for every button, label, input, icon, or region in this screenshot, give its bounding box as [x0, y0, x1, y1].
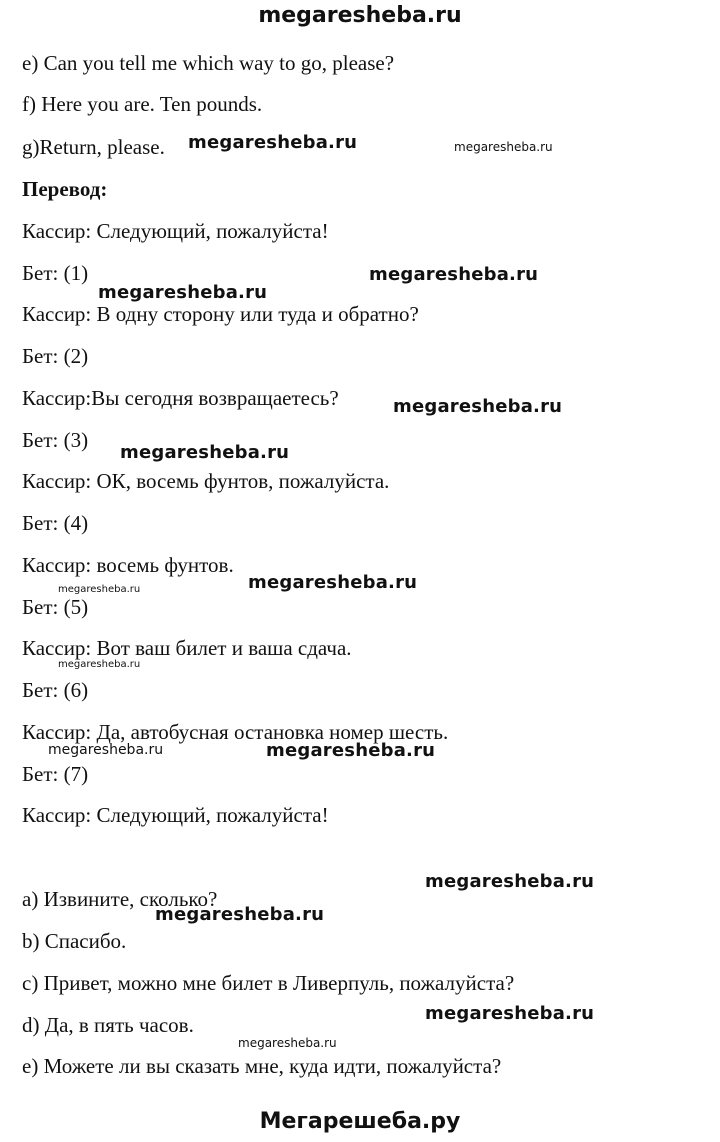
- answer-line-e-en: e) Can you tell me which way to go, please?: [22, 51, 395, 75]
- watermark: megaresheba.ru: [369, 264, 539, 285]
- watermark: megaresheba.ru: [155, 904, 325, 925]
- dialog-line: Бет: (7): [22, 762, 89, 786]
- dialog-line: Бет: (3): [22, 428, 89, 452]
- watermark: megaresheba.ru: [58, 584, 141, 595]
- site-footer: Мегарешеба.ру: [259, 1109, 461, 1134]
- answer-line-f-en: f) Here you are. Ten pounds.: [22, 92, 263, 116]
- watermark: megaresheba.ru: [98, 282, 268, 303]
- dialog-line: Кассир: ОК, восемь фунтов, пожалуйста.: [22, 469, 390, 493]
- dialog-line: Бет: (4): [22, 511, 89, 535]
- watermark: megaresheba.ru: [425, 871, 595, 892]
- dialog-line: Бет: (6): [22, 678, 89, 702]
- dialog-line: Кассир: Следующий, пожалуйста!: [22, 803, 329, 827]
- dialog-line: Бет: (2): [22, 344, 89, 368]
- dialog-line: Кассир: восемь фунтов.: [22, 553, 234, 577]
- option-line-e: e) Можете ли вы сказать мне, куда идти, пожалуйста?: [22, 1054, 502, 1078]
- watermark: megaresheba.ru: [120, 442, 290, 463]
- translation-heading: Перевод:: [22, 177, 108, 201]
- dialog-line: Кассир: Следующий, пожалуйста!: [22, 219, 329, 243]
- dialog-line: Бет: (5): [22, 595, 89, 619]
- watermark: megaresheba.ru: [188, 132, 358, 153]
- watermark: megaresheba.ru: [425, 1003, 595, 1024]
- dialog-line: Бет: (1): [22, 261, 89, 285]
- option-line-b: b) Спасибо.: [22, 929, 127, 953]
- option-line-c: c) Привет, можно мне билет в Ливерпуль, пожалуйста?: [22, 971, 515, 995]
- dialog-line: Кассир: Вот ваш билет и ваша сдача.: [22, 636, 352, 660]
- watermark: megaresheba.ru: [454, 140, 553, 154]
- answer-line-g-en: g)Return, please.: [22, 135, 165, 159]
- watermark: megaresheba.ru: [266, 740, 436, 761]
- watermark: megaresheba.ru: [393, 396, 563, 417]
- option-line-d: d) Да, в пять часов.: [22, 1013, 194, 1037]
- dialog-line: Кассир:Вы сегодня возвращаетесь?: [22, 386, 339, 410]
- site-header: megaresheba.ru: [258, 3, 462, 28]
- watermark: megaresheba.ru: [58, 659, 141, 670]
- dialog-line: Кассир: В одну сторону или туда и обратно?: [22, 302, 419, 326]
- dialog-line: Кассир: Да, автобусная остановка номер шесть.: [22, 720, 449, 744]
- watermark: megaresheba.ru: [238, 1036, 337, 1050]
- option-line-a: a) Извините, сколько?: [22, 887, 218, 911]
- watermark: megaresheba.ru: [48, 742, 164, 758]
- watermark: megaresheba.ru: [248, 572, 418, 593]
